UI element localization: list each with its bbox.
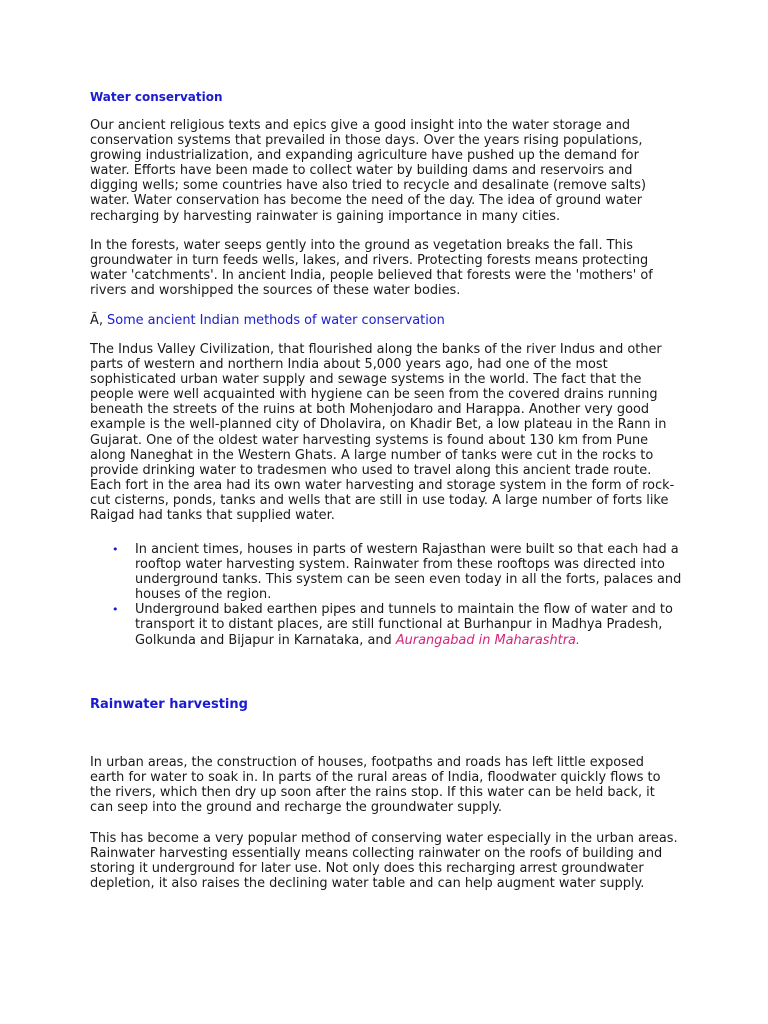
subheading-ancient-methods bbox=[90, 313, 445, 328]
bullet-text-rajasthan: In ancient times, houses in parts of western Rajasthan were built so that each had a rooftop water harvesting system. Rainwater from these rooftops was directed into underground tanks. This system can be seen even today in all the forts, palaces and houses of the region. bbox=[135, 542, 682, 603]
section-title-water-conservation: Water conservation bbox=[90, 90, 223, 104]
section-title-rainwater-harvesting: Rainwater harvesting bbox=[90, 697, 248, 712]
bullet-text-pipes: Underground baked earthen pipes and tunnels to maintain the flow of water and to transport it to distant places, are still functional at Burhanpur in Madhya Pradesh, Golkunda and Bijapur in Karnataka, and bbox=[135, 602, 673, 648]
paragraph-urban-areas: In urban areas, the construction of houses, footpaths and roads has left little exposed earth for water to soak in. In parts of the rural areas of India, floodwater quickly flows to the rivers, which then dry up soon after the rains stop. If this water can be held back, it can seep into the ground and recharge the groundwater supply. bbox=[90, 755, 661, 816]
paragraph-indus-valley: The Indus Valley Civilization, that flourished along the banks of the river Indus and other parts of western and northern India about 5,000 years ago, had one of the most sophisticated urban water supply and sewage systems in the world. The fact that the people were well acquainted with hygiene can be seen from the covered drains running beneath the streets of the ruins at both Mohenjodaro and Harappa. Another very good example is the well-planned city of Dholavira, on Khadir Bet, a low plateau in the Rann in Gujarat. One of the oldest water harvesting systems is found about 130 km from Pune along Naneghat in the Western Ghats. A large number of tanks were cut in the rocks to provide drinking water to tradesmen who used to travel along this ancient trade route. Each fort in the area had its own water harvesting and storage system in the form of rock-cut cisterns, ponds, tanks and wells that are still in use today. A large number of forts like Raigad had tanks that supplied water. bbox=[90, 342, 675, 524]
paragraph-forests: In the forests, water seeps gently into the ground as vegetation breaks the fall. This groundwater in turn feeds wells, lakes, and rivers. Protecting forests means protecting water 'catchments'. In ancient India, people believed that forests were the 'mothers' of rivers and worshipped the sources of these water bodies. bbox=[90, 238, 653, 299]
highlight-aurangabad: Aurangabad in Maharashtra. bbox=[395, 632, 580, 648]
paragraph-ancient-texts: Our ancient religious texts and epics give a good insight into the water storage and conservation systems that prevailed in those days. Over the years rising populations, growing industrialization, and expanding agriculture have pushed up the demand for water. Efforts have been made to collect water by building dams and reservoirs and digging wells; some countries have also tried to recycle and desalinate (remove salts) water. Water conservation has become the need of the day. The idea of ground water recharging by harvesting rainwater is gaining importance in many cities. bbox=[90, 118, 647, 224]
methods-bullet-list bbox=[90, 542, 682, 648]
list-item bbox=[90, 542, 682, 602]
subheading-label: Some ancient Indian methods of water conservation bbox=[107, 313, 445, 328]
bullet-icon: • bbox=[112, 603, 119, 617]
bullet-icon: • bbox=[112, 543, 119, 556]
encoding-glyph: Ã‚ bbox=[90, 313, 103, 328]
paragraph-popular-method: This has become a very popular method of conserving water especially in the urban areas. Rainwater harvesting essentially means collecting rainwater on the roofs of building and storing it underground for later use. Not only does this recharging arrest groundwater depletion, it also raises the declining water table and can help augment water supply. bbox=[90, 831, 678, 892]
list-item bbox=[90, 602, 682, 647]
